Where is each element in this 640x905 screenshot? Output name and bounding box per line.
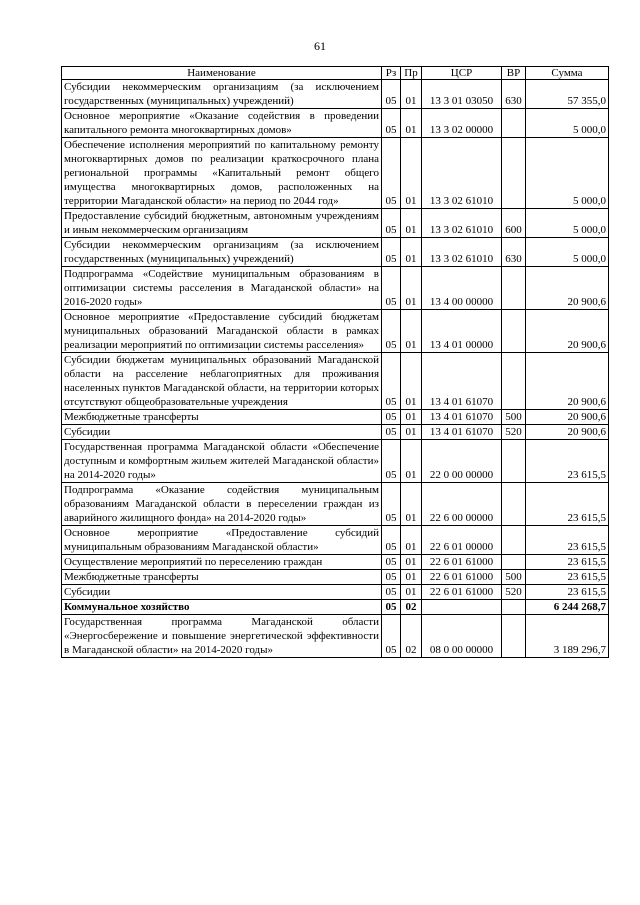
cell-name: Государственная программа Магаданской области «Энергосбережение и повышение энергетической эффективности в Магаданской области» на 2014-2020 годы» <box>62 615 382 658</box>
cell-pr: 01 <box>401 310 422 353</box>
cell-vr <box>502 267 526 310</box>
table-row <box>62 80 609 109</box>
cell-pr: 01 <box>401 483 422 526</box>
cell-vr <box>502 615 526 658</box>
cell-rz: 05 <box>382 238 401 267</box>
cell-sum: 23 615,5 <box>526 483 609 526</box>
cell-rz: 05 <box>382 138 401 209</box>
cell-sum: 5 000,0 <box>526 138 609 209</box>
cell-name: Коммунальное хозяйство <box>62 600 382 615</box>
cell-rz: 05 <box>382 570 401 585</box>
budget-table <box>61 66 609 658</box>
cell-pr: 01 <box>401 425 422 440</box>
cell-sum: 20 900,6 <box>526 310 609 353</box>
cell-sum: 5 000,0 <box>526 238 609 267</box>
table-row <box>62 483 609 526</box>
cell-name: Подпрограмма «Оказание содействия муниципальным образованиям Магаданской области в переселении граждан из аварийного жилищного фонда» на 2014-2020 годы» <box>62 483 382 526</box>
table-row <box>62 585 609 600</box>
table-row <box>62 600 609 615</box>
cell-pr: 01 <box>401 238 422 267</box>
cell-name: Основное мероприятие «Предоставление субсидий муниципальным образованиям Магаданской области» <box>62 526 382 555</box>
cell-csr: 13 4 01 00000 <box>422 310 502 353</box>
cell-rz: 05 <box>382 600 401 615</box>
cell-rz: 05 <box>382 425 401 440</box>
table-row <box>62 526 609 555</box>
cell-vr: 520 <box>502 585 526 600</box>
cell-pr: 01 <box>401 109 422 138</box>
cell-sum: 23 615,5 <box>526 555 609 570</box>
table-row <box>62 410 609 425</box>
cell-rz: 05 <box>382 526 401 555</box>
cell-pr: 02 <box>401 615 422 658</box>
cell-name: Субсидии <box>62 425 382 440</box>
header-vr: ВР <box>502 67 526 80</box>
cell-vr <box>502 440 526 483</box>
cell-rz: 05 <box>382 209 401 238</box>
cell-csr: 22 6 01 61000 <box>422 585 502 600</box>
cell-csr: 13 3 02 61010 <box>422 238 502 267</box>
cell-vr: 500 <box>502 410 526 425</box>
cell-rz: 05 <box>382 353 401 410</box>
cell-sum: 23 615,5 <box>526 570 609 585</box>
cell-vr <box>502 310 526 353</box>
cell-rz: 05 <box>382 310 401 353</box>
cell-name: Предоставление субсидий бюджетным, автономным учреждениям и иным некоммерческим организациям <box>62 209 382 238</box>
cell-csr: 22 0 00 00000 <box>422 440 502 483</box>
page-number: 61 <box>314 39 326 53</box>
cell-pr: 01 <box>401 440 422 483</box>
cell-sum: 5 000,0 <box>526 109 609 138</box>
cell-vr: 630 <box>502 238 526 267</box>
cell-sum: 20 900,6 <box>526 353 609 410</box>
cell-csr: 13 4 01 61070 <box>422 425 502 440</box>
cell-csr: 13 3 01 03050 <box>422 80 502 109</box>
cell-rz: 05 <box>382 80 401 109</box>
cell-vr <box>502 526 526 555</box>
table-row <box>62 425 609 440</box>
cell-csr: 13 4 01 61070 <box>422 410 502 425</box>
cell-sum: 20 900,6 <box>526 267 609 310</box>
table-row <box>62 353 609 410</box>
cell-name: Межбюджетные трансферты <box>62 570 382 585</box>
cell-sum: 5 000,0 <box>526 209 609 238</box>
cell-vr: 500 <box>502 570 526 585</box>
cell-pr: 01 <box>401 209 422 238</box>
cell-name: Подпрограмма «Содействие муниципальным образованиям в оптимизации системы расселения в Магаданской области» на 2016-2020 годы» <box>62 267 382 310</box>
cell-sum: 23 615,5 <box>526 526 609 555</box>
table-row <box>62 615 609 658</box>
header-pr: Пр <box>401 67 422 80</box>
table-row <box>62 138 609 209</box>
cell-rz: 05 <box>382 585 401 600</box>
cell-csr: 13 3 02 61010 <box>422 209 502 238</box>
cell-vr <box>502 600 526 615</box>
cell-csr <box>422 600 502 615</box>
cell-vr <box>502 555 526 570</box>
cell-pr: 01 <box>401 80 422 109</box>
cell-sum: 20 900,6 <box>526 425 609 440</box>
cell-vr: 520 <box>502 425 526 440</box>
cell-rz: 05 <box>382 440 401 483</box>
cell-csr: 22 6 00 00000 <box>422 483 502 526</box>
cell-name: Обеспечение исполнения мероприятий по капитальному ремонту многоквартирных домов по реализации краткосрочного плана региональной программы «Капитальный ремонт общего имущества многоквартирных домов, расположенных на территории Магаданской области» на период по 2044 год» <box>62 138 382 209</box>
cell-pr: 01 <box>401 353 422 410</box>
cell-pr: 02 <box>401 600 422 615</box>
table-row <box>62 555 609 570</box>
cell-sum: 57 355,0 <box>526 80 609 109</box>
cell-pr: 01 <box>401 138 422 209</box>
cell-csr: 22 6 01 00000 <box>422 526 502 555</box>
table-row <box>62 310 609 353</box>
cell-sum: 6 244 268,7 <box>526 600 609 615</box>
cell-name: Субсидии некоммерческим организациям (за исключением государственных (муниципальных) учреждений) <box>62 80 382 109</box>
table-row <box>62 570 609 585</box>
cell-vr <box>502 353 526 410</box>
cell-rz: 05 <box>382 483 401 526</box>
cell-vr <box>502 483 526 526</box>
cell-csr: 22 6 01 61000 <box>422 570 502 585</box>
header-rz: Рз <box>382 67 401 80</box>
table-header-row <box>62 67 609 80</box>
cell-rz: 05 <box>382 410 401 425</box>
cell-vr <box>502 109 526 138</box>
cell-rz: 05 <box>382 555 401 570</box>
cell-pr: 01 <box>401 555 422 570</box>
header-name: Наименование <box>62 67 382 80</box>
cell-sum: 20 900,6 <box>526 410 609 425</box>
table-row <box>62 440 609 483</box>
cell-pr: 01 <box>401 267 422 310</box>
cell-pr: 01 <box>401 526 422 555</box>
cell-name: Основное мероприятие «Оказание содействия в проведении капитального ремонта многоквартирных домов» <box>62 109 382 138</box>
cell-name: Основное мероприятие «Предоставление субсидий бюджетам муниципальных образований Магаданской области в рамках реализации мероприятий по оптимизации системы расселения» <box>62 310 382 353</box>
table-row <box>62 209 609 238</box>
cell-vr <box>502 138 526 209</box>
table-row <box>62 109 609 138</box>
cell-csr: 13 3 02 00000 <box>422 109 502 138</box>
cell-name: Межбюджетные трансферты <box>62 410 382 425</box>
cell-csr: 13 4 00 00000 <box>422 267 502 310</box>
cell-sum: 23 615,5 <box>526 585 609 600</box>
cell-pr: 01 <box>401 410 422 425</box>
cell-sum: 3 189 296,7 <box>526 615 609 658</box>
cell-name: Субсидии некоммерческим организациям (за исключением государственных (муниципальных) учреждений) <box>62 238 382 267</box>
table-row <box>62 267 609 310</box>
cell-name: Осуществление мероприятий по переселению граждан <box>62 555 382 570</box>
cell-name: Субсидии <box>62 585 382 600</box>
cell-sum: 23 615,5 <box>526 440 609 483</box>
header-sum: Сумма <box>526 67 609 80</box>
cell-rz: 05 <box>382 615 401 658</box>
cell-csr: 13 4 01 61070 <box>422 353 502 410</box>
cell-vr: 630 <box>502 80 526 109</box>
cell-name: Субсидии бюджетам муниципальных образований Магаданской области на расселение неблагоприятных для проживания населенных пунктов Магаданской области, на территории которых отсутствуют общеобразовательные учреждения <box>62 353 382 410</box>
cell-csr: 22 6 01 61000 <box>422 555 502 570</box>
cell-vr: 600 <box>502 209 526 238</box>
cell-csr: 08 0 00 00000 <box>422 615 502 658</box>
cell-rz: 05 <box>382 109 401 138</box>
table-row <box>62 238 609 267</box>
cell-name: Государственная программа Магаданской области «Обеспечение доступным и комфортным жильем жителей Магаданской области» на 2014-2020 годы» <box>62 440 382 483</box>
header-csr: ЦСР <box>422 67 502 80</box>
cell-pr: 01 <box>401 570 422 585</box>
cell-rz: 05 <box>382 267 401 310</box>
cell-csr: 13 3 02 61010 <box>422 138 502 209</box>
cell-pr: 01 <box>401 585 422 600</box>
